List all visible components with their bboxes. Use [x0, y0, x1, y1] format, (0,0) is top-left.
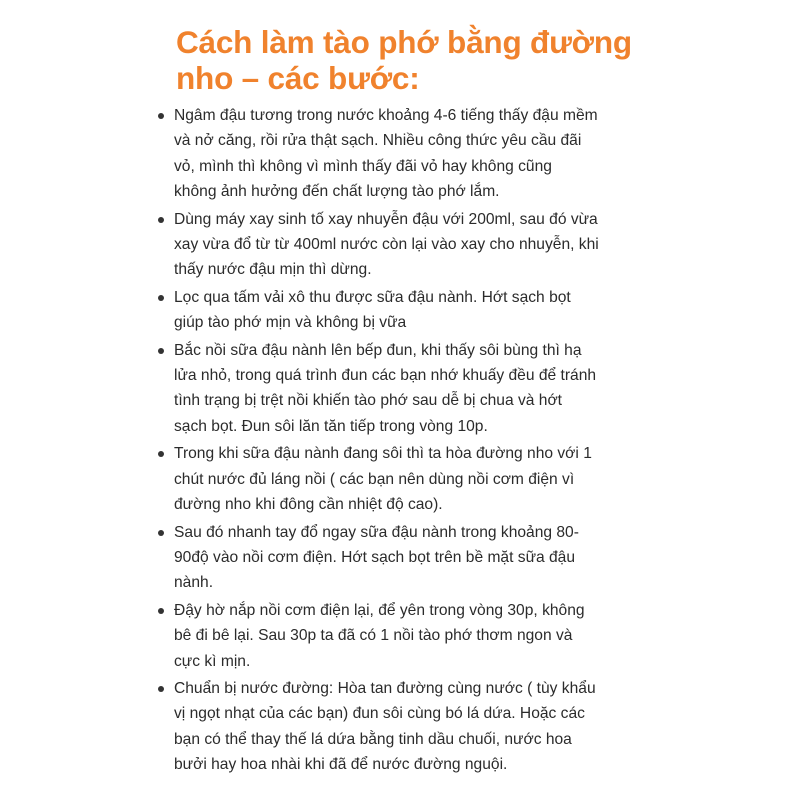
step-item: [156, 103, 656, 205]
step-text-line: chút nước đủ láng nồi ( các bạn nên dùng nồi cơm điện vì: [174, 470, 575, 488]
bullet-icon: [158, 451, 164, 457]
step-text-line: Ngâm đậu tương trong nước khoảng 4-6 tiếng thấy đậu mềm: [174, 107, 598, 124]
step-text-line: giúp tào phớ mịn và không bị vữa: [174, 314, 407, 332]
bullet-icon: [158, 608, 164, 614]
title-line-2: nho – các bước:: [176, 60, 420, 96]
bullet-icon: [158, 530, 164, 536]
step-text-line: bê đi bê lại. Sau 30p ta đã có 1 nồi tào phớ thơm ngon và: [174, 627, 573, 645]
step-text-line: Đậy hờ nắp nồi cơm điện lại, để yên trong vòng 30p, không: [174, 601, 585, 619]
bullet-icon: [158, 217, 164, 223]
bullet-icon: [158, 686, 164, 692]
step-text-line: bưởi hay hoa nhài khi đã để nước đường nguội.: [174, 756, 508, 774]
step-item: [156, 338, 656, 440]
step-item: [156, 207, 656, 283]
page-title: [176, 24, 646, 96]
step-text-line: bạn có thể thay thế lá dứa bằng tinh dầu chuối, nước hoa: [174, 730, 572, 748]
step-text-line: Dùng máy xay sinh tố xay nhuyễn đậu với 200ml, sau đó vừa: [174, 210, 598, 228]
step-item: [156, 441, 656, 517]
step-text-line: Chuẩn bị nước đường: Hòa tan đường cùng nước ( tùy khẩu: [174, 679, 596, 697]
step-text-line: Sau đó nhanh tay đổ ngay sữa đậu nành trong khoảng 80-: [174, 523, 579, 541]
bullet-icon: [158, 113, 164, 119]
step-item: [156, 598, 656, 674]
step-text-line: Trong khi sữa đậu nành đang sôi thì ta hòa đường nho với 1: [174, 445, 592, 463]
step-text-line: đường nho khi đông cần nhiệt độ cao).: [174, 496, 443, 514]
step-text-line: sạch bọt. Đun sôi lăn tăn tiếp trong vòng 10p.: [174, 417, 488, 435]
step-item: [156, 520, 656, 596]
step-text-line: Lọc qua tấm vải xô thu được sữa đậu nành. Hớt sạch bọt: [174, 288, 571, 306]
step-text-line: vị ngọt nhạt của các bạn) đun sôi cùng bó lá dứa. Hoặc các: [174, 705, 585, 723]
step-text-line: không ảnh hưởng đến chất lượng tào phớ lắm.: [174, 183, 500, 201]
step-text-line: và nở căng, rồi rửa thật sạch. Nhiều công thức yêu cầu đãi: [174, 132, 582, 150]
step-text-line: 90độ vào nồi cơm điện. Hớt sạch bọt trên bề mặt sữa đậu: [174, 548, 576, 566]
steps-list: [156, 103, 656, 780]
step-text-line: vỏ, mình thì không vì mình thấy đãi vỏ hay không cũng: [174, 157, 552, 175]
step-text-line: tình trạng bị trệt nồi khiến tào phớ sau dễ bị chua và hớt: [174, 392, 563, 410]
bullet-icon: [158, 348, 164, 354]
step-text-line: nành.: [174, 574, 214, 592]
bullet-icon: [158, 295, 164, 301]
step-text-line: lửa nhỏ, trong quá trình đun các bạn nhớ khuấy đều để tránh: [174, 367, 597, 385]
step-text-line: xay vừa đổ từ từ 400ml nước còn lại vào xay cho nhuyễn, khi: [174, 236, 599, 254]
step-text-line: Bắc nồi sữa đậu nành lên bếp đun, khi thấy sôi bùng thì hạ: [174, 341, 582, 359]
step-item: [156, 676, 656, 778]
step-item: [156, 285, 656, 336]
title-line-1: Cách làm tào phớ bằng đường: [176, 24, 632, 60]
step-text-line: cực kì mịn.: [174, 652, 251, 670]
step-text-line: thấy nước đậu mịn thì dừng.: [174, 261, 372, 279]
